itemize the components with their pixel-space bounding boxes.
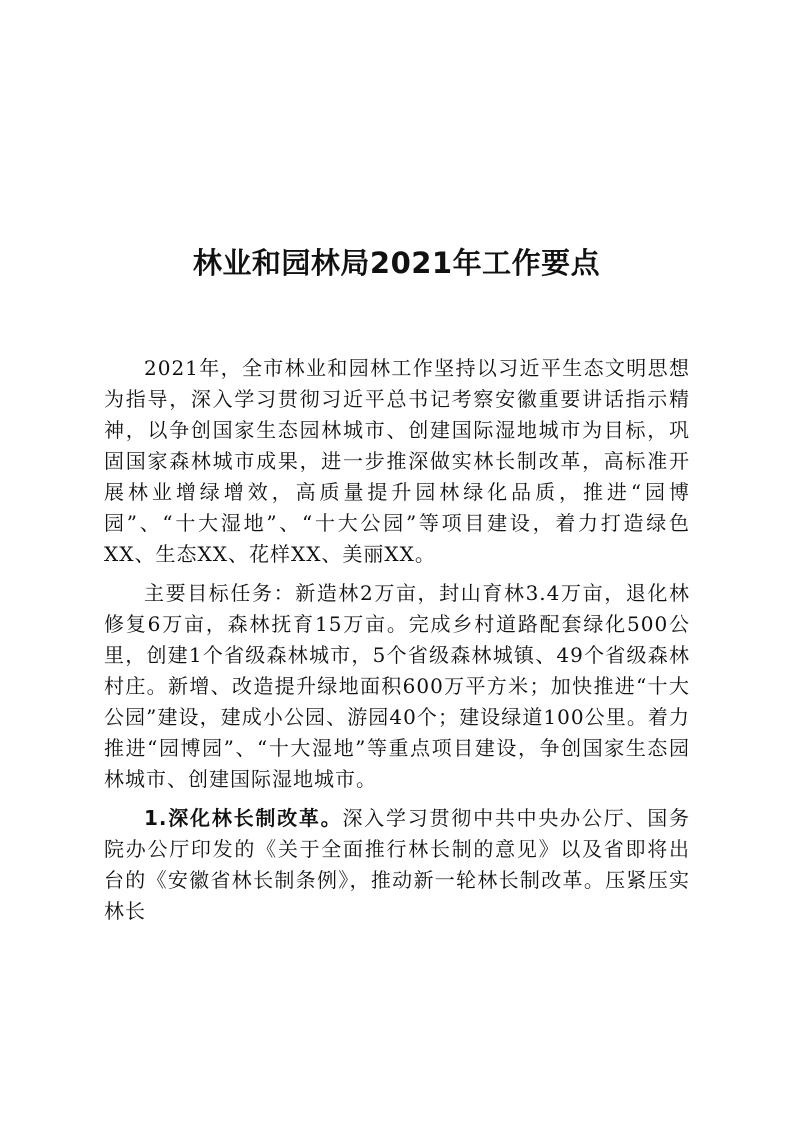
paragraph-intro [104, 353, 690, 570]
paragraph-main-targets-text: 主要目标任务：新造林2万亩，封山育林3.4万亩，退化林修复6万亩，森林抚育15万亩。完成乡村道路配套绿化500公里，创建1个省级森林城市，5个省级森林城镇、49个省级森林村庄。新增、改造提升绿地面积600万平方米；加快推进“十大公园”建设，建成小公园、游园40个；建设绿道100公里。着力推进“园博园”、“十大湿地”等重点项目建设，争创国家生态园林城市、创建国际湿地城市。 [104, 581, 690, 791]
document-body [104, 353, 690, 927]
paragraph-intro-text: 2021年，全市林业和园林工作坚持以习近平生态文明思想为指导，深入学习贯彻习近平总书记考察安徽重要讲话指示精神，以争创国家生态园林城市、创建国际湿地城市为目标，巩固国家森林城市成果，进一步推深做实林长制改革，高标准开展林业增绿增效，高质量提升园林绿化品质，推进“园博园”、“十大湿地”、“十大公园”等项目建设，着力打造绿色XX、生态XX、花样XX、美丽XX。 [104, 356, 690, 566]
section-1-heading: 1.深化林长制改革。 [144, 806, 343, 830]
paragraph-section-1-text: 深入学习贯彻中共中央办公厅、国务院办公厅印发的《关于全面推行林长制的意见》以及省即将出台的《安徽省林长制条例》，推动新一轮林长制改革。压紧压实林长 [104, 806, 691, 923]
paragraph-section-1 [104, 803, 690, 927]
paragraph-main-targets [104, 578, 690, 795]
document-title: 林业和园林局2021年工作要点 [192, 246, 601, 280]
